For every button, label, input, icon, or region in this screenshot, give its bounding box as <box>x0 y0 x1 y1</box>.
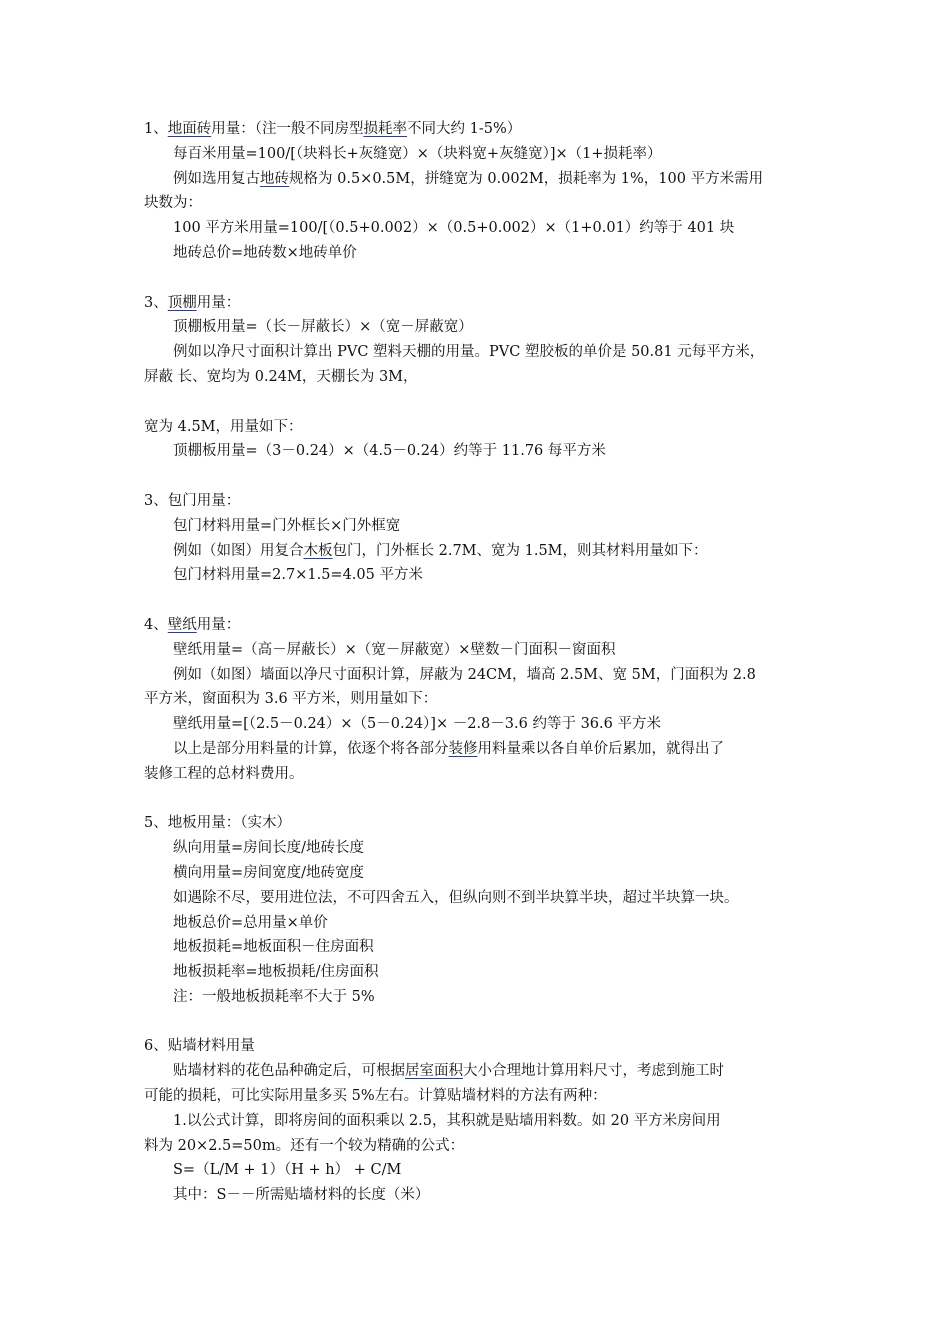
loss-rate-link[interactable]: 损耗率 <box>363 121 407 137</box>
example-line <box>144 167 808 192</box>
method-line: 1.以公式计算，即将房间的面积乘以 2.5，其积就是贴墙用料数。如 20 平方米房间用 <box>173 1112 721 1129</box>
document-body <box>144 117 808 1208</box>
formula-line: S=（L/M + 1）（H + h） + C/M <box>173 1162 402 1179</box>
door-heading: 3、包门用量： <box>144 492 241 509</box>
ceiling-heading <box>144 291 808 316</box>
heading-text: 用量： <box>196 616 241 633</box>
formula-line: 壁纸用量=[（2.5－0.24）×（5－0.24）]× －2.8－3.6 约等于 36.6 平方米 <box>173 716 661 733</box>
paragraph-line-cont: 可能的损耗，可比实际用量多买 5%左右。计算贴墙材料的方法有两种： <box>144 1088 607 1105</box>
section-number: 1、 <box>144 121 168 137</box>
method-line-cont: 料为 20×2.5=50m。还有一个较为精确的公式： <box>144 1137 465 1154</box>
section-number: 3、 <box>144 294 168 311</box>
heading-text: 用量：（注一般不同房型 <box>211 121 364 137</box>
formula-line: 包门材料用量=2.7×1.5=4.05 平方米 <box>173 567 423 584</box>
floor-tile-link[interactable]: 地砖 <box>260 170 289 187</box>
note-line: 注：一般地板损耗率不大于 5% <box>173 988 375 1005</box>
formula-line: 地砖总价=地砖数×地砖单价 <box>173 244 357 261</box>
body-text: 例如选用复古 <box>173 170 260 187</box>
summary-line <box>144 737 808 762</box>
summary-line-cont: 装修工程的总材料费用。 <box>144 765 304 782</box>
example-line: 例如以净尺寸面积计算出 PVC 塑料天棚的用量。PVC 塑胶板的单价是 50.81 元每平方米， <box>173 344 765 361</box>
formula-line: 地板总价=总用量×单价 <box>173 914 328 931</box>
example-line-cont: 屏蔽 长、宽均为 0.24M，天棚长为 3M， <box>144 368 418 385</box>
heading-text: 用量： <box>196 294 241 311</box>
body-text: 包门，门外框长 2.7M、宽为 1.5M，则其材料用量如下： <box>332 542 708 559</box>
formula-line: 其中：S－－所需贴墙材料的长度（米） <box>173 1187 430 1204</box>
wood-floor-heading: 5、地板用量：（实木） <box>144 815 291 832</box>
room-area-link[interactable]: 居室面积 <box>405 1063 463 1080</box>
heading-text: 不同大约 1-5%） <box>406 121 522 137</box>
formula-line: 纵向用量=房间长度/地砖长度 <box>173 840 365 857</box>
body-text: 例如（如图）用复合 <box>173 542 304 559</box>
example-line-cont: 平方米，窗面积为 3.6 平方米，则用量如下： <box>144 691 438 708</box>
floor-tile-heading <box>144 117 808 142</box>
decoration-link[interactable]: 装修 <box>448 740 478 757</box>
formula-line: 顶棚板用量=（3－0.24）×（4.5－0.24）约等于 11.76 每平方米 <box>173 443 606 460</box>
formula-line: 地板损耗=地板面积－住房面积 <box>173 939 374 956</box>
wallpaper-link[interactable]: 壁纸 <box>167 616 197 633</box>
wallpaper-heading <box>144 613 808 638</box>
wood-board-link[interactable]: 木板 <box>303 542 333 559</box>
wall-material-heading: 6、贴墙材料用量 <box>144 1038 255 1055</box>
body-text: 规格为 0.5×0.5M，拼缝宽为 0.002M，损耗率为 1%，100 平方米需用 <box>289 170 764 187</box>
example-line-cont: 块数为： <box>144 195 202 212</box>
formula-line: 壁纸用量=（高－屏蔽长）×（宽－屏蔽宽）×壁数－门面积－窗面积 <box>173 641 616 658</box>
example-line-cont: 宽为 4.5M，用量如下： <box>144 418 303 435</box>
paragraph-line <box>144 1059 808 1084</box>
example-line: 例如（如图）墙面以净尺寸面积计算，屏蔽为 24CM，墙高 2.5M、宽 5M，门面积为 2.8 <box>173 666 756 683</box>
formula-line: 100 平方米用量=100/[（0.5+0.002）×（0.5+0.002）×（1+0.01）约等于 401 块 <box>173 220 735 237</box>
ceiling-link[interactable]: 顶棚 <box>167 294 197 311</box>
formula-line: 包门材料用量=门外框长×门外框宽 <box>173 517 401 534</box>
example-line <box>144 539 808 564</box>
formula-line: 每百米用量=100/[（块料长+灰缝宽）×（块料宽+灰缝宽）]×（1+损耗率） <box>173 145 662 162</box>
body-text: 贴墙材料的花色品种确定后，可根据 <box>173 1063 405 1080</box>
note-line: 如遇除不尽，要用进位法，不可四舍五入，但纵向则不到半块算半块，超过半块算一块。 <box>173 889 739 906</box>
body-text: 大小合理地计算用料尺寸，考虑到施工时 <box>463 1063 724 1080</box>
section-number: 4、 <box>144 616 168 633</box>
formula-line: 地板损耗率=地板损耗/住房面积 <box>173 964 379 981</box>
formula-line: 横向用量=房间宽度/地砖宽度 <box>173 864 365 881</box>
body-text: 以上是部分用料量的计算，依逐个将各部分 <box>173 740 449 757</box>
floor-tile-link[interactable]: 地面砖 <box>167 121 212 137</box>
formula-line: 顶棚板用量=（长－屏蔽长）×（宽－屏蔽宽） <box>173 319 473 336</box>
body-text: 用料量乘以各自单价后累加，就得出了 <box>477 740 724 757</box>
